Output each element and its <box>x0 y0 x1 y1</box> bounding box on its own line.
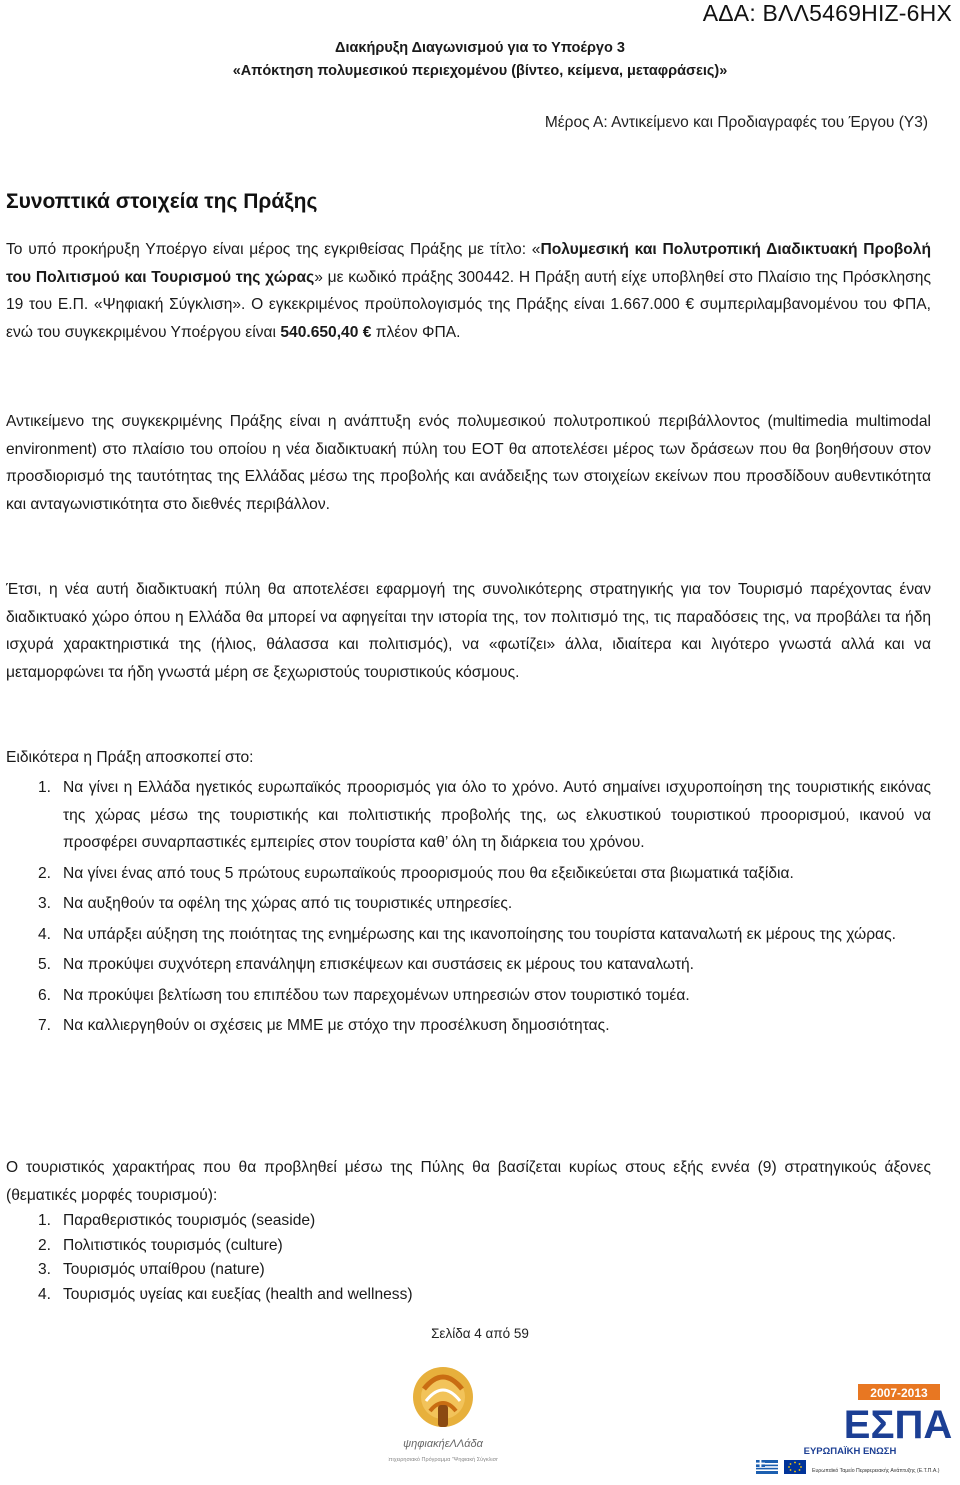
p1-budget: 540.650,40 € <box>280 323 372 341</box>
list-text: Να γίνει ένας από τους 5 πρώτους ευρωπαϊκούς προορισμούς που θα εξειδικεύεται στα βιωματικά ταξίδια. <box>63 864 794 882</box>
paragraph-4: Ειδικότερα η Πράξη αποσκοπεί στο: <box>6 749 254 766</box>
header-line-2: «Απόκτηση πολυμεσικού περιεχομένου (βίντεο, κείμενα, μεταφράσεις)» <box>232 63 728 79</box>
logo-left-sub: Επιχειρησιακό Πρόγραμμα "Ψηφιακή Σύγκλιση" <box>388 1457 498 1463</box>
list-number: 7. <box>38 1017 52 1034</box>
list-text: Να προκύψει βελτίωση του επιπέδου των παρεχομένων υπηρεσιών στον τουριστικό τομέα. <box>63 986 690 1004</box>
section-title: Συνοπτικά στοιχεία της Πράξης <box>6 190 318 213</box>
list-item <box>38 1209 931 1234</box>
p1-text-2: » με κωδικό πράξης 300442. Η Πράξη αυτή είχε υποβληθεί στο Πλαίσιο της Πρόσκλησης 19 του Ε.Π. «Ψηφιακή Σύγκλιση». Ο εγκεκριμένος προϋπολογισμός της Πράξης είναι 1.667.000 € συμπεριλαμβανομένου του ΦΠΑ, ενώ του συγκεκριμένου Υποέργου είναι <box>6 268 931 341</box>
list-text: Να προκύψει συχνότερη επανάληψη επισκέψεων και συστάσεις εκ μέρους του καταναλωτή. <box>63 956 695 973</box>
list-item <box>38 890 931 918</box>
page-number: Σελίδα 4 από 59 <box>431 1326 529 1341</box>
logo-right-years: 2007-2013 <box>870 1386 928 1400</box>
list-number: 6. <box>38 986 52 1004</box>
list-text: Να γίνει η Ελλάδα ηγετικός ευρωπαϊκός προορισμός για όλο το χρόνο. Αυτό σημαίνει ισχυροποίηση της τουριστικής εικόνας της χώρας μέσω της τουριστικής και πολιτιστικής προβολής της, ως ελκυστικού τουριστικού προορισμού, ικανού να προσφέρει συναρπαστικές εμπειρίες στον τουρίστα καθ’ όλη τη διάρκεια του χρόνου. <box>63 779 931 851</box>
goals-list <box>38 774 931 1043</box>
list-number: 1. <box>38 779 52 796</box>
paragraph-2: Αντικείμενο της συγκεκριμένης Πράξης είναι η ανάπτυξη ενός πολυμεσικού πολυτροπικού περιβάλλοντος (multimedia multimodal environment) στο πλαίσιο του οποίου η νέα διαδικτυακή πύλη του ΕΟΤ θα αποτελέσει μέρος των δράσεων που θα βοηθήσουν στον προσδιορισμό της ταυτότητας της Ελλάδας μέσω της προβολής και ανάδειξης των στοιχείων εκείνων που προσδίδουν αυθεντικότητα και ανταγωνιστικότητα στο διεθνές περιβάλλον. <box>6 413 931 513</box>
list-item <box>38 982 931 1010</box>
list-number: 3. <box>38 895 52 912</box>
espa-logo-mark <box>750 1384 956 1480</box>
list-text: Τουρισμός υγείας και ευεξίας (health and wellness) <box>63 1285 413 1303</box>
digital-greece-logo-mark <box>388 1345 498 1477</box>
list-item <box>38 1012 931 1040</box>
logo-right-fund: Ευρωπαϊκό Ταμείο Περιφερειακής Ανάπτυξης (Ε.Τ.Π.Α.) <box>812 1468 940 1474</box>
logo-right-name: ΕΣΠΑ <box>843 1403 953 1447</box>
list-number: 1. <box>38 1212 52 1229</box>
paragraph-5: Ο τουριστικός χαρακτήρας που θα προβληθεί μέσω της Πύλης θα βασίζεται κυρίως στους εξής εννέα (9) στρατηγικούς άξονες (θεματικές μορφές τουρισμού): <box>6 1159 931 1204</box>
list-item <box>38 860 931 888</box>
digital-greece-logo <box>388 1345 498 1477</box>
list-item <box>38 1234 931 1259</box>
list-item <box>38 951 931 979</box>
document-part: Μέρος Α: Αντικείμενο και Προδιαγραφές του Έργου (Υ3) <box>544 114 928 131</box>
list-number: 5. <box>38 956 52 973</box>
list-number: 4. <box>38 925 52 943</box>
list-number: 4. <box>38 1285 52 1303</box>
ada-code: ΑΔΑ: ΒΛΛ5469ΗΙΖ-6ΗΧ <box>702 0 952 26</box>
p1-project-title: Πολυμεσική και Πολυτροπική Διαδικτυακή Προβολή του Πολιτισμού και Τουρισμού της χώρας <box>6 241 931 286</box>
list-text: Να καλλιεργηθούν οι σχέσεις με ΜΜΕ με στόχο την προσέλκυση δημοσιότητας. <box>63 1017 610 1034</box>
espa-logo <box>750 1384 956 1480</box>
axes-list <box>38 1209 931 1307</box>
p1-text-1: Το υπό προκήρυξη Υποέργο είναι μέρος της εγκριθείσας Πράξης με τίτλο: « <box>6 241 541 258</box>
list-item <box>38 774 931 857</box>
list-text: Παραθεριστικός τουρισμός (seaside) <box>63 1212 316 1229</box>
logo-right-eu: ΕΥΡΩΠΑΪΚΗ ΕΝΩΣΗ <box>803 1446 897 1457</box>
list-text: Να υπάρξει αύξηση της ποιότητας της ενημέρωσης και της ικανοποίησης του τουρίστα καταναλωτή εκ μέρους της χώρας. <box>63 925 896 943</box>
greek-flag-icon <box>756 1460 778 1474</box>
list-text: Τουρισμός υπαίθρου (nature) <box>63 1261 265 1278</box>
eu-flag-icon <box>784 1460 806 1474</box>
list-text: Πολιτιστικός τουρισμός (culture) <box>63 1236 283 1254</box>
logo-left-text: ψηφιακήεΛΛάδα <box>403 1438 483 1450</box>
paragraph-1 <box>6 236 931 346</box>
paragraph-3: Έτσι, η νέα αυτή διαδικτυακή πύλη θα αποτελέσει εφαρμογή της συνολικότερης στρατηγικής για τον Τουρισμό παρέχοντας έναν διαδικτυακό χώρο όπου η Ελλάδα θα μπορεί να αφηγείται την ιστορία της, τον πολιτισμό της, τις παραδόσεις της, να προβάλει τα ήδη ισχυρά χαρακτηριστικά της (ήλιος, θάλασσα και πολιτισμός), να «φωτίζει» άλλα, ιδιαίτερα και λιγότερο γνωστά αλλά και να μεταμορφώνει τα ήδη γνωστά μέρη σε ξεχωριστούς τουριστικούς κόσμους. <box>6 581 931 681</box>
header-line-1: Διακήρυξη Διαγωνισμού για το Υποέργο 3 <box>335 40 625 56</box>
list-item <box>38 1283 931 1308</box>
list-text: Να αυξηθούν τα οφέλη της χώρας από τις τουριστικές υπηρεσίες. <box>63 895 513 912</box>
p1-text-3: πλέον ΦΠΑ. <box>371 323 461 341</box>
list-number: 2. <box>38 1236 52 1254</box>
list-number: 2. <box>38 864 52 882</box>
list-item <box>38 1258 931 1283</box>
list-item <box>38 921 931 949</box>
list-number: 3. <box>38 1261 52 1278</box>
